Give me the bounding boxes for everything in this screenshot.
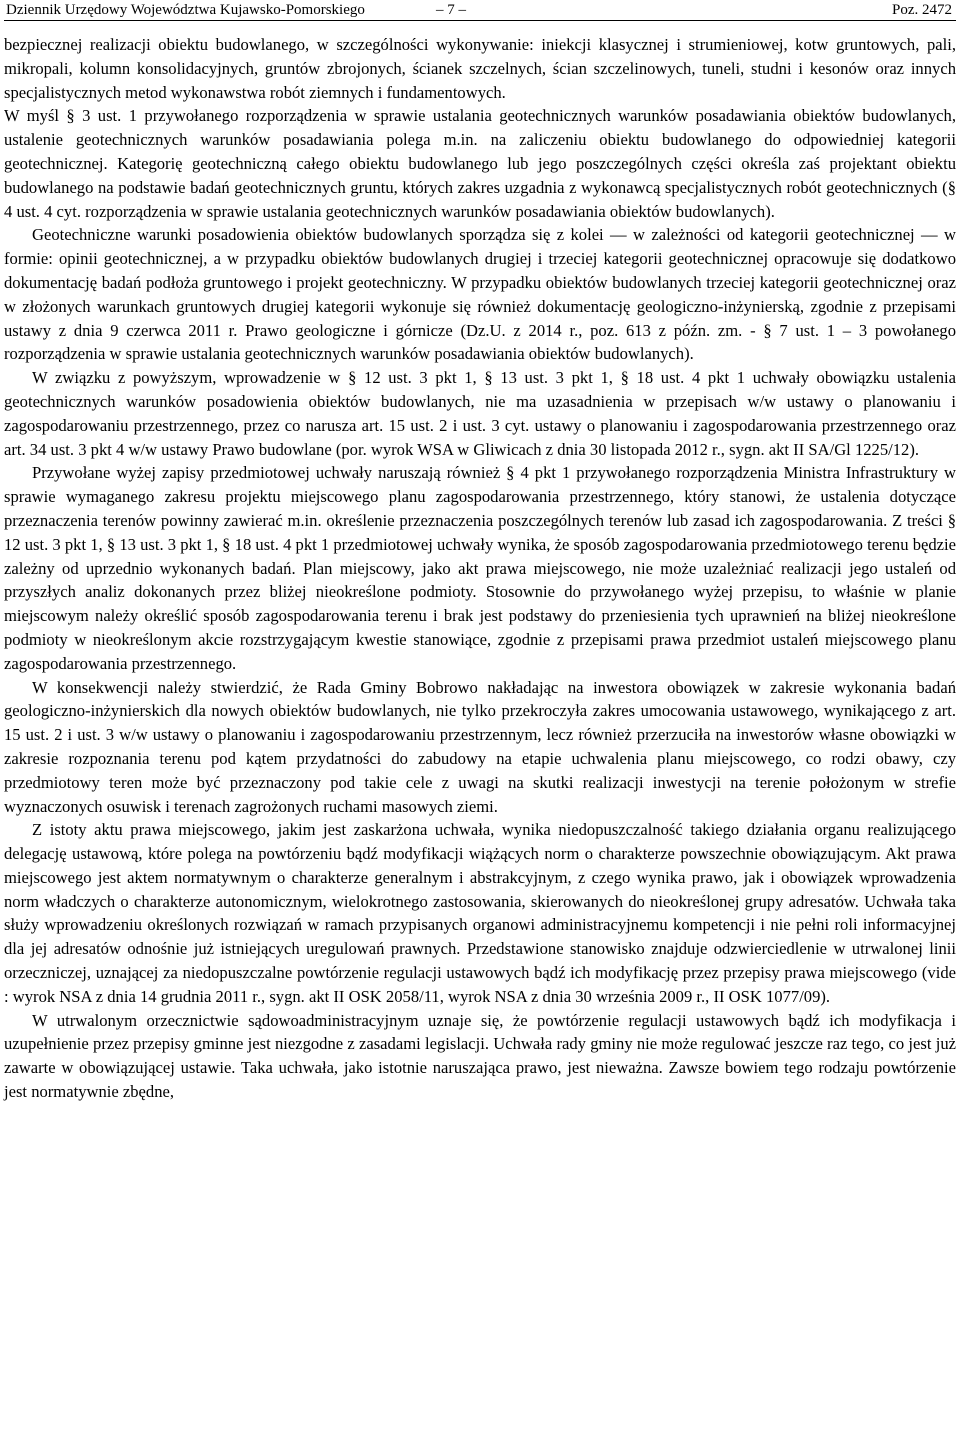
document-body <box>4 33 956 1104</box>
paragraph: W utrwalonym orzecznictwie sądowoadministracyjnym uznaje się, że powtórzenie regulacji ustawowych bądź ich modyfikacja i uzupełnienie przez przepisy gminne jest niezgodne z zasadami legislacji. Uchwała rady gminy nie może regulować jeszcze raz tego, co jest już zawarte w obowiązującej ustawie. Taka uchwała, jako istotnie naruszająca prawo, jest nieważna. Zawsze bowiem tego rodzaju powtórzenie jest normatywnie zbędne, <box>4 1010 956 1102</box>
paragraph: bezpiecznej realizacji obiektu budowlanego, w szczególności wykonywanie: iniekcji klasycznej i strumieniowej, kotw gruntowych, pali, mikropali, kolumn konsolidacyjnych, gruntów zbrojonych, ścianek szczelnych, ścian szczelinowych, tuneli, studni i kesonów oraz innych specjalistycznych metod wykonawstwa robót ziemnych i fundamentowych. <box>4 35 956 102</box>
paragraph: W myśl § 3 ust. 1 przywołanego rozporządzenia w sprawie ustalania geotechnicznych warunków posadawiania obiektów budowlanych, ustalenie geotechnicznych warunków posadawiania polega m.in. na zaliczeniu obiektu budowlanego do odpowiedniej kategorii geotechnicznej. Kategorię geotechniczną całego obiektu budowlanego lub jego poszczególnych części określa zaś projektant obiektu budowlanego na podstawie badań geotechnicznych gruntu, których zakres uzgadnia z wykonawcą specjalistycznych robót geotechnicznych (§ 4 ust. 4 cyt. rozporządzenia w sprawie ustalania geotechnicznych warunków posadawiania obiektów budowlanych). <box>4 106 956 221</box>
paragraph: Geotechniczne warunki posadowienia obiektów budowlanych sporządza się z kolei — w zależności od kategorii geotechnicznej — w formie: opinii geotechnicznej, a w przypadku obiektów budowlanych drugiej i trzeciej kategorii geotechnicznej opracowuje się dodatkowo dokumentację badań podłoża gruntowego i projekt geotechniczny. W przypadku obiektów budowlanych trzeciej kategorii geotechnicznej oraz w złożonych warunkach gruntowych drugiej kategorii wykonuje się również dokumentację geologiczno-inżynierską, zgodnie z przepisami ustawy z dnia 9 czerwca 2011 r. Prawo geologiczne i górnicze (Dz.U. z 2014 r., poz. 613 z późn. zm. - § 7 ust. 1 – 3 powołanego rozporządzenia w sprawie ustalania geotechnicznych warunków posadawiania obiektów budowlanych). <box>4 225 956 364</box>
page-header <box>4 0 956 21</box>
page-number: – 7 – <box>436 2 466 18</box>
position-number: Poz. 2472 <box>892 2 952 18</box>
paragraph: W konsekwencji należy stwierdzić, że Rada Gminy Bobrowo nakładając na inwestora obowiązek w zakresie wykonania badań geologiczno-inżynierskich dla nowych obiektów budowlanych, nie tylko przekroczyła zakres umocowania ustawowego, wynikającego z art. 15 ust. 2 i ust. 3 w/w ustawy o planowaniu i zagospodarowaniu przestrzennym, lecz również przerzuciła na inwestorów własne obowiązki w zakresie rozpoznania terenu pod kątem przydatności do zabudowy na etapie uchwalenia planu miejscowego, co rodzi obawy, czy przedmiotowy teren może być przeznaczony pod takie cele z uwagi na skutki realizacji inwestycji na terenie położonym w strefie wyznaczonych osuwisk i terenach zagrożonych ruchami masowych ziemi. <box>4 677 956 816</box>
paragraph: W związku z powyższym, wprowadzenie w § 12 ust. 3 pkt 1, § 13 ust. 3 pkt 1, § 18 ust. 4 pkt 1 uchwały obowiązku ustalenia geotechnicznych warunków posadowienia obiektów budowlanych, nie ma uzasadnienia w przepisach w/w ustawy o planowaniu i zagospodarowaniu przestrzennego, przez co narusza art. 15 ust. 2 i ust. 3 cyt. ustawy o planowaniu i zagospodarowania przestrzennego oraz art. 34 ust. 3 pkt 4 w/w ustawy Prawo budowlane (por. wyrok WSA w Gliwicach z dnia 30 listopada 2012 r., sygn. akt II SA/Gl 1225/12). <box>4 368 956 459</box>
journal-title: Dziennik Urzędowy Województwa Kujawsko-Pomorskiego <box>6 2 365 18</box>
paragraph: Z istoty aktu prawa miejscowego, jakim jest zaskarżona uchwała, wynika niedopuszczalność takiego działania organu realizującego delegację ustawową, które polega na powtórzeniu bądź modyfikacji wiążących norm o charakterze powszechnie obowiązującym. Akt prawa miejscowego jest aktem normatywnym o charakterze generalnym i abstrakcyjnym, z czego wynika prawo, jak i obowiązek wprowadzenia norm władczych o charakterze autonomicznym, wielokrotnego zastosowania, skierowanych do nieokreślonej grupy adresatów. Uchwała taka służy wprowadzeniu określonych rozwiązań w ramach przypisanych organowi administracyjnemu kompetencji i nie pełni roli informacyjnej dla jej adresatów odnośnie już istniejących uregulowań prawnych. Przedstawione stanowisko znajduje odzwierciedlenie w utrwalonej linii orzeczniczej, uznającej za niedopuszczalne powtórzenie regulacji ustawowych bądź ich modyfikację przez przepisy prawa miejscowego (vide : wyrok NSA z dnia 14 grudnia 2011 r., sygn. akt II OSK 2058/11, wyrok NSA z dnia 30 września 2009 r., II OSK 1077/09). <box>4 820 956 1006</box>
paragraph: Przywołane wyżej zapisy przedmiotowej uchwały naruszają również § 4 pkt 1 przywołanego rozporządzenia Ministra Infrastruktury w sprawie wymaganego zakresu projektu miejscowego planu zagospodarowania przestrzennego, który stanowi, że ustalenia dotyczące przeznaczenia terenów powinny zawierać m.in. określenie przeznaczenia poszczególnych terenów lub zasad ich zagospodarowania. Z treści § 12 ust. 3 pkt 1, § 13 ust. 3 pkt 1, § 18 ust. 4 pkt 1 przedmiotowej uchwały wynika, że sposób zagospodarowania przedmiotowego terenu będzie zależny od uprzednio wykonanych badań. Plan miejscowy, jako akt prawa miejscowego, nie może uzależniać realizacji jego ustaleń od przyszłych analiz dokonanych przez bliżej nieokreślone podmioty. Stosownie do przywołanego wyżej przepisu, to właśnie w planie miejscowym należy określić sposób zagospodarowania terenu i brak jest podstawy do przeniesienia tych uprawnień na bliżej nieokreślone podmioty w nieokreślonym akcie rozstrzygającym kwestie stanowiące, zgodnie z przepisami prawa przedmiot ustaleń miejscowego planu zagospodarowania przestrzennego. <box>4 463 956 673</box>
